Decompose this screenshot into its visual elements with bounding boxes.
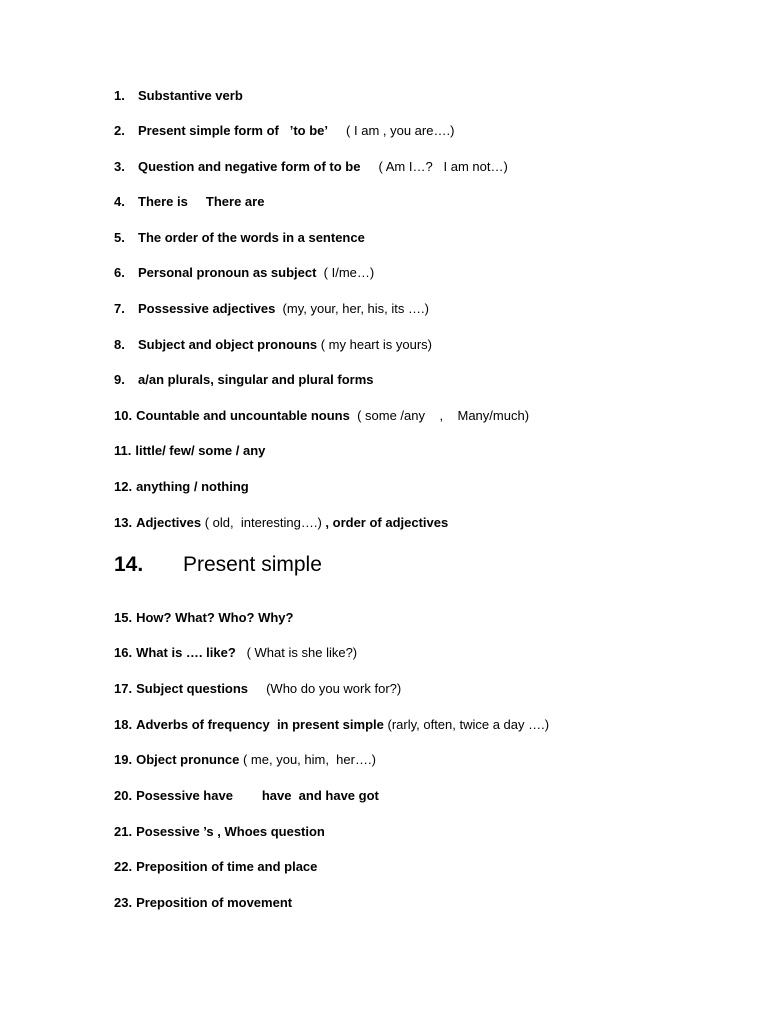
list-item-topic: Posessive ’s , Whoes question: [136, 824, 325, 839]
list-item: [114, 895, 292, 911]
list-item-number: 18.: [114, 717, 133, 732]
list-item: [114, 681, 401, 697]
list-item: [114, 610, 293, 626]
list-item: [114, 301, 429, 317]
list-item: [114, 230, 365, 246]
list-item: [114, 159, 508, 175]
list-item-number: 9.: [114, 372, 125, 387]
list-item: [114, 194, 264, 210]
list-item-example: ( old, interesting….): [201, 515, 326, 530]
list-item-number: 15.: [114, 610, 133, 625]
list-item: [114, 645, 357, 661]
list-item: [114, 443, 265, 459]
list-item-number: 23.: [114, 895, 133, 910]
list-item-number: 6.: [114, 265, 125, 280]
list-item-number: 4.: [114, 194, 125, 209]
list-item-topic: little/ few/ some / any: [135, 443, 266, 458]
list-item-topic: Adjectives: [136, 515, 202, 530]
list-item-example: (my, your, her, his, its ….): [275, 301, 429, 316]
list-item-number: 8.: [114, 337, 125, 352]
list-item-number: 5.: [114, 230, 125, 245]
list-item-example: ( What is she like?): [235, 645, 358, 660]
list-item-example: ( I/me…): [316, 265, 375, 280]
list-item: [114, 265, 374, 281]
list-item-number: 11.: [114, 443, 132, 458]
list-item: [114, 372, 374, 388]
list-item-example: ( my heart is yours): [317, 337, 432, 352]
list-item-text: Present simple: [183, 553, 322, 576]
list-item-topic: Posessive have have and have got: [136, 788, 379, 803]
list-item-number: 21.: [114, 824, 133, 839]
list-item-topic: What is …. like?: [136, 645, 236, 660]
list-item-number: 2.: [114, 123, 125, 138]
list-item-topic: anything / nothing: [136, 479, 249, 494]
list-item-topic: Personal pronoun as subject: [138, 265, 317, 280]
list-item-topic: Subject and object pronouns: [138, 337, 318, 352]
list-item-topic: There is There are: [138, 194, 265, 209]
list-item-example: ( me, you, him, her….): [239, 752, 376, 767]
list-item-topic: Subject questions: [136, 681, 249, 696]
list-item-topic: Possessive adjectives: [138, 301, 276, 316]
list-item-number: 20.: [114, 788, 133, 803]
list-item-topic: , order of adjectives: [325, 515, 449, 530]
list-item-number: 17.: [114, 681, 133, 696]
list-item-topic: Preposition of movement: [136, 895, 293, 910]
list-item-number: 14.: [114, 553, 144, 576]
list-item: [114, 859, 317, 875]
list-item-topic: How? What? Who? Why?: [136, 610, 294, 625]
list-item: [114, 88, 243, 104]
list-item: [114, 788, 379, 804]
list-item: [114, 123, 454, 139]
list-item-example: ( I am , you are….): [327, 123, 455, 138]
list-item-number: 13.: [114, 515, 133, 530]
list-item: [114, 752, 376, 768]
list-item-topic: Object pronunce: [136, 752, 240, 767]
list-item-topic: Present simple form of ’to be’: [138, 123, 328, 138]
list-item: [114, 408, 529, 424]
list-item-example: (rarly, often, twice a day ….): [383, 717, 550, 732]
list-item: [114, 552, 322, 578]
list-item: [114, 717, 549, 733]
list-item: [114, 824, 325, 840]
list-item: [114, 337, 432, 353]
list-item-topic: Question and negative form of to be: [138, 159, 361, 174]
list-item-example: (Who do you work for?): [248, 681, 402, 696]
list-item-example: ( some /any , Many/much): [349, 408, 530, 423]
list-item-number: 3.: [114, 159, 125, 174]
list-item-topic: Countable and uncountable nouns: [136, 408, 350, 423]
list-item-example: ( Am I…? I am not…): [360, 159, 508, 174]
list-item-number: 10.: [114, 408, 133, 423]
list-item-number: 22.: [114, 859, 133, 874]
list-item-topic: The order of the words in a sentence: [138, 230, 365, 245]
list-item-topic: Adverbs of frequency in present simple: [136, 717, 384, 732]
list-item: [114, 479, 249, 495]
list-item-topic: Preposition of time and place: [136, 859, 318, 874]
list-item-number: 7.: [114, 301, 125, 316]
list-item-number: 19.: [114, 752, 133, 767]
list-item: [114, 515, 448, 531]
list-item-number: 16.: [114, 645, 133, 660]
list-item-topic: Substantive verb: [138, 88, 243, 103]
list-item-topic: a/an plurals, singular and plural forms: [138, 372, 374, 387]
list-item-number: 12.: [114, 479, 133, 494]
list-item-number: 1.: [114, 88, 125, 103]
